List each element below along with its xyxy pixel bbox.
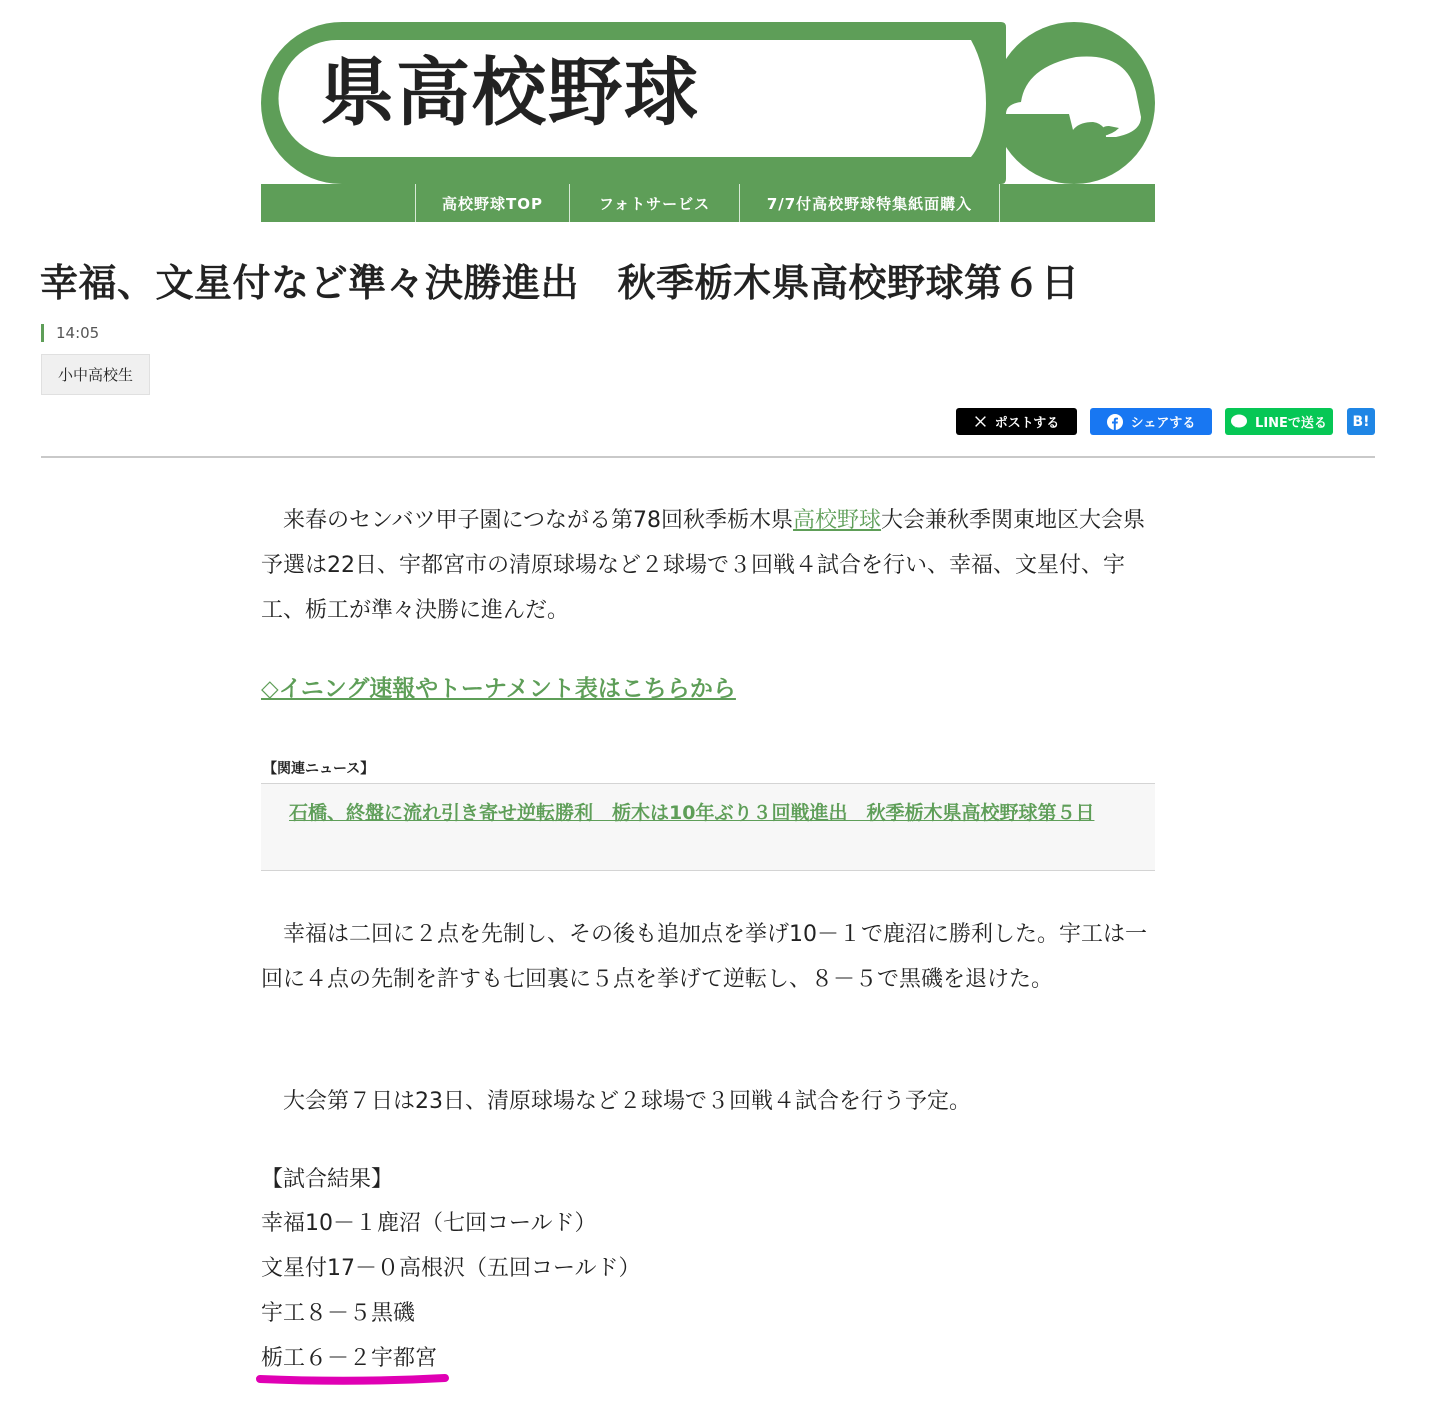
related-news-link[interactable]: 石橋、終盤に流れ引き寄せ逆転勝利 栃木は10年ぶり３回戦進出 秋季栃木県高校野球第５日 xyxy=(289,802,1095,824)
line-icon xyxy=(1231,414,1247,429)
share-hatena-button[interactable] xyxy=(1347,408,1375,435)
highlight-underline xyxy=(254,1373,451,1386)
share-facebook-button[interactable] xyxy=(1090,408,1212,435)
related-news-label: 【関連ニュース】 xyxy=(263,761,375,777)
article-headline: 幸福、文星付など準々決勝進出 秋季栃木県高校野球第６日 xyxy=(40,261,1080,305)
related-news-box xyxy=(261,783,1155,871)
nav-spacer xyxy=(261,184,416,222)
result-line: 文星付17－０高根沢（五回コールド） xyxy=(261,1256,641,1281)
publish-time: 14:05 xyxy=(41,324,99,342)
main-nav xyxy=(261,184,1155,222)
nav-item-photo-service[interactable]: フォトサービス xyxy=(570,184,740,222)
x-logo-icon xyxy=(974,415,987,428)
result-line: 幸福10－１鹿沼（七回コールド） xyxy=(261,1211,597,1236)
nav-item-top[interactable]: 高校野球TOP xyxy=(416,184,570,222)
result-line: 栃工６－２宇都宮 xyxy=(261,1346,438,1371)
share-line-button[interactable] xyxy=(1225,408,1333,435)
share-facebook-label: シェアする xyxy=(1130,416,1196,431)
result-line: 宇工８－５黒磯 xyxy=(261,1301,416,1326)
share-x-button[interactable] xyxy=(956,408,1077,435)
hatena-bookmark-icon: B! xyxy=(1352,413,1370,430)
facebook-icon xyxy=(1107,414,1123,430)
tournament-link[interactable]: ◇イニング速報やトーナメント表はこちらから xyxy=(261,676,736,702)
para1-text-after: 大会兼秋季関東地区大会県予選は22日、宇都宮市の清原球場など２球場で３回戦４試合を行い、幸福、文星付、宇工、栃工が準々決勝に進んだ。 xyxy=(261,508,1146,623)
para1-text-before: 来春のセンバツ甲子園につながる第78回秋季栃木県 xyxy=(261,508,794,533)
article-paragraph-1 xyxy=(261,498,1155,633)
share-x-label: ポストする xyxy=(994,416,1060,431)
article-paragraph-3: 大会第７日は23日、清原球場など２球場で３回戦４試合を行う予定。 xyxy=(261,1089,971,1114)
inline-link-baseball[interactable]: 高校野球 xyxy=(793,508,882,533)
category-tag[interactable]: 小中高校生 xyxy=(41,354,150,395)
share-line-label: LINEで送る xyxy=(1255,416,1327,431)
banner-title: 県高校野球 xyxy=(320,50,700,136)
results-heading: 【試合結果】 xyxy=(261,1167,394,1192)
article-paragraph-2: 幸福は二回に２点を先制し、その後も追加点を挙げ10－１で鹿沼に勝利した。宇工は一回に４点の先制を許すも七回裏に５点を挙げて逆転し、８－５で黒磯を退けた。 xyxy=(261,922,1147,992)
header-divider xyxy=(41,456,1375,458)
nav-item-special-issue[interactable]: 7/7付高校野球特集紙面購入 xyxy=(740,184,1000,222)
